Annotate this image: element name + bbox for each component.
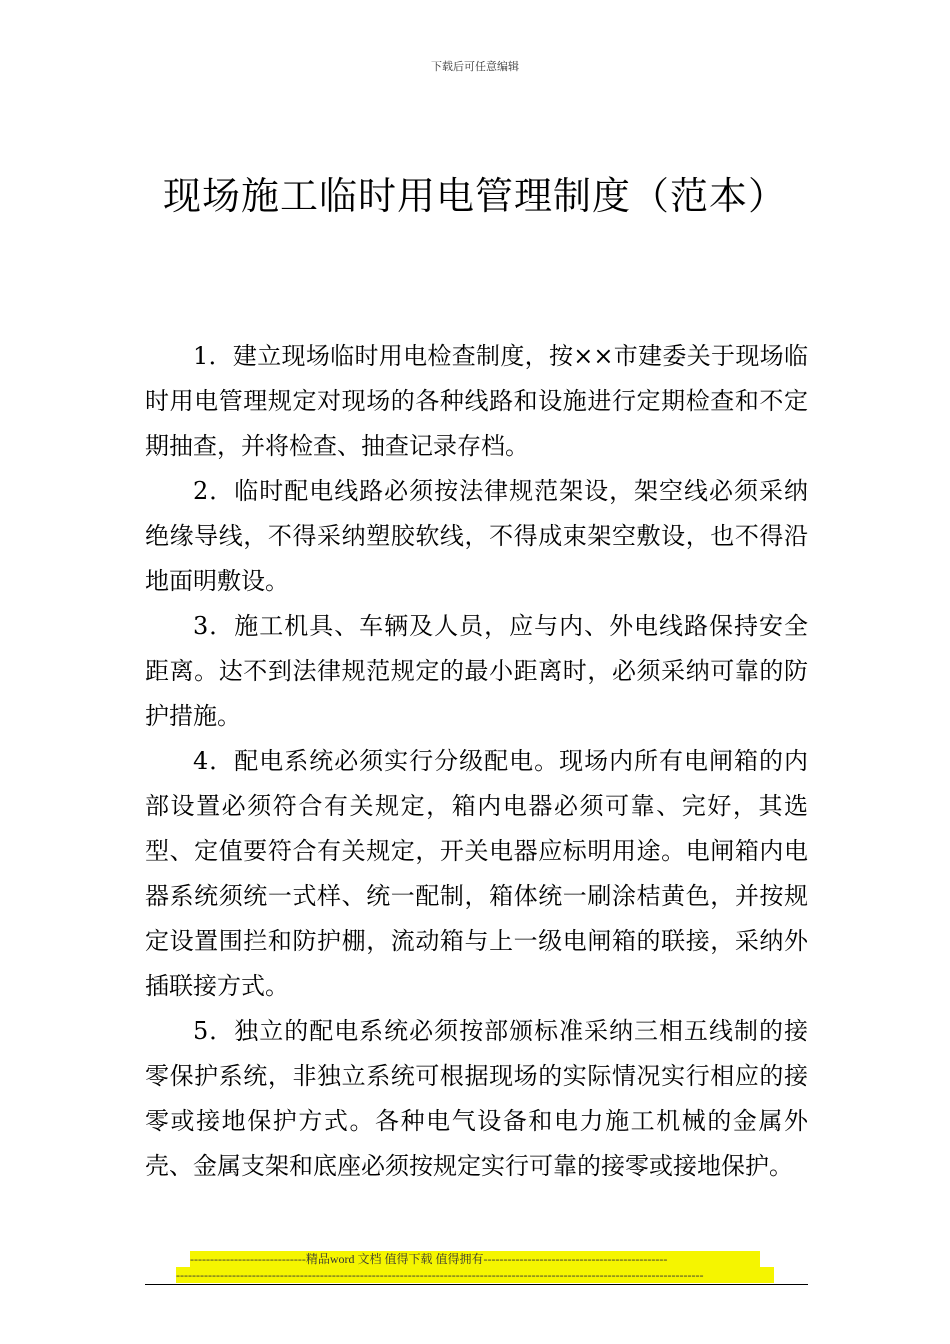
paragraph-1: 1．建立现场临时用电检查制度，按××市建委关于现场临时用电管理规定对现场的各种线路和设施进行定期检查和不定期抽查，并将检查、抽查记录存档。 xyxy=(145,342,808,460)
paragraph-2: 2．临时配电线路必须按法律规范架设，架空线必须采纳绝缘导线，不得采纳塑胶软线，不得成束架空敷设，也不得沿地面明敷设。 xyxy=(145,477,808,595)
footer-banner-line-2: ------------------------------------------------------------------------------------------------------------------------------------ xyxy=(176,1267,774,1283)
paragraph-3: 3．施工机具、车辆及人员，应与内、外电线路保持安全距离。达不到法律规范规定的最小距离时，必须采纳可靠的防护措施。 xyxy=(145,612,808,730)
paragraph-4: 4．配电系统必须实行分级配电。现场内所有电闸箱的内部设置必须符合有关规定，箱内电器必须可靠、完好，其选型、定值要符合有关规定，开关电器应标明用途。电闸箱内电器系统须统一式样、统一配制，箱体统一刷涂桔黄色，并按规定设置围拦和防护棚，流动箱与上一级电闸箱的联接，采纳外插联接方式。 xyxy=(145,747,808,1000)
document-body xyxy=(145,334,808,1189)
document-title: 现场施工临时用电管理制度（范本） xyxy=(162,174,787,218)
footer-divider xyxy=(145,1284,808,1285)
footer-banner xyxy=(176,1251,774,1283)
paragraph-5: 5．独立的配电系统必须按部颁标准采纳三相五线制的接零保护系统，非独立系统可根据现场的实际情况实行相应的接零或接地保护方式。各种电气设备和电力施工机械的金属外壳、金属支架和底座必须按规定实行可靠的接零或接地保护。 xyxy=(145,1017,808,1180)
footer-banner-line-1: -----------------------------精品word 文档 值得下载 值得拥有---------------------------------------------- xyxy=(190,1251,760,1267)
header-note: 下载后可任意编辑 xyxy=(431,60,519,73)
